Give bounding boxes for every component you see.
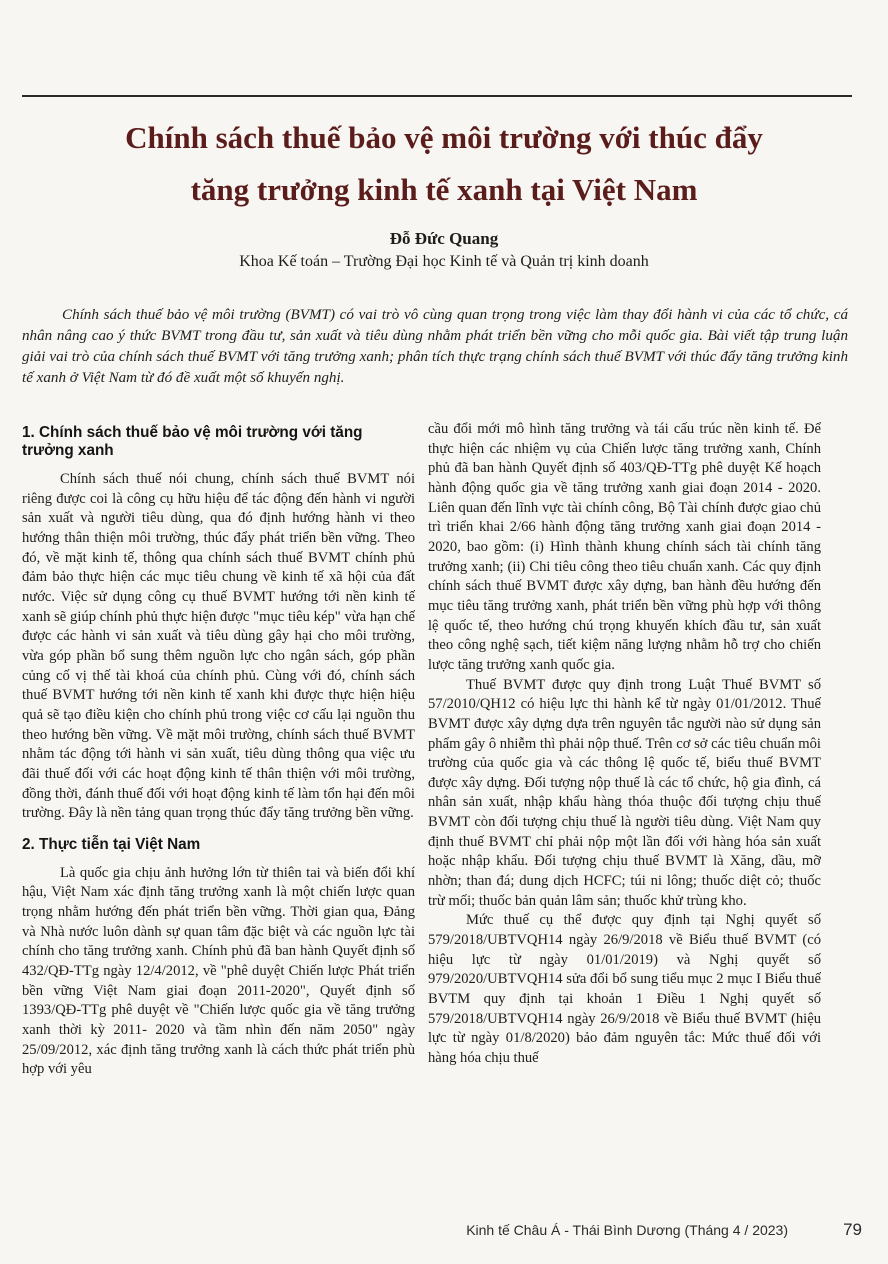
section-2-heading: 2. Thực tiễn tại Việt Nam bbox=[22, 835, 201, 853]
page-footer bbox=[466, 1220, 862, 1239]
left-column bbox=[22, 420, 415, 1210]
author-affiliation: Khoa Kế toán – Trường Đại học Kinh tế và Quản trị kinh doanh bbox=[239, 253, 649, 270]
journal-name: Kinh tế Châu Á - Thái Bình Dương (Tháng 4 / 2023) bbox=[466, 1222, 788, 1238]
article-title bbox=[20, 112, 868, 216]
page-number: 79 bbox=[843, 1220, 862, 1239]
author-name: Đỗ Đức Quang bbox=[389, 229, 499, 248]
section-1-paragraph: Chính sách thuế nói chung, chính sách thuế BVMT nói riêng được coi là công cụ hữu hiệu để tác động đến hành vi người sản xuất và người tiêu dùng, qua đó định hướng hành vi theo hướng thân thiện môi trường, thúc đẩy phát triển bền vững. Theo đó, về mặt kinh tế, thông qua chính sách thuế BVMT chính phủ đảm bảo thực hiện các mục tiêu chung về kinh tế xã hội của đất nước. Việc sử dụng công cụ thuế BVMT hướng tới nền kinh tế xanh sẽ giúp chính phủ thực hiện được "mục tiêu kép" vừa hạn chế được các hành vi sản xuất và tiêu dùng gây hại cho môi trường, vừa góp phần bổ sung thêm nguồn lực cho ngân sách, góp phần củng cố vị thế tài khoá của chính phủ. Cùng với đó, chính sách thuế BVMT hướng tới nền kinh tế xanh khi được thực hiện hiệu quả sẽ tạo điều kiện cho chính phủ trong việc cơ cấu lại nguồn thu theo hướng bền vững. Về mặt môi trường, chính sách thuế BVMT nhằm tác động tới hành vi sản xuất, tiêu dùng thông qua việc ưu đãi thuế đối với các hoạt động kinh tế thân thiện với môi trường, đồng thời, đánh thuế đối với hoạt động kinh tế làm tổn hại đến môi trường. Đây là nền tảng quan trọng thúc đẩy tăng trưởng bền vững. bbox=[22, 471, 415, 822]
header-rule bbox=[22, 95, 852, 97]
article-title-line-1: Chính sách thuế bảo vệ môi trường với thúc đẩy bbox=[125, 120, 763, 155]
right-column bbox=[428, 420, 821, 1210]
section-2-paragraph: Là quốc gia chịu ảnh hưởng lớn từ thiên tai và biến đổi khí hậu, Việt Nam xác định tăng trưởng xanh là một chiến lược quan trọng nhằm hướng đến phát triển bền vững. Thời gian qua, Đảng và Nhà nước luôn dành sự quan tâm đặc biệt và các nguồn lực tài chính cho tăng trưởng xanh. Chính phủ đã ban hành Quyết định số 432/QĐ-TTg ngày 12/4/2012, về "phê duyệt Chiến lược Phát triển bền vững Việt Nam giai đoạn 2011-2020", Quyết định số 1393/QĐ-TTg phê duyệt về "Chiến lược quốc gia về tăng trưởng xanh thời kỳ 2011- 2020 và tầm nhìn đến năm 2050" ngày 25/09/2012, xác định tăng trưởng xanh là cách thức phát triển phù hợp với yêu bbox=[22, 864, 415, 1078]
right-paragraph-3: Mức thuế cụ thể được quy định tại Nghị quyết số 579/2018/UBTVQH14 ngày 26/9/2018 về Biểu thuế BVMT (có hiệu lực từ ngày 01/01/2019) và Nghị quyết số 979/2020/UBTVQH14 sửa đổi bổ sung tiểu mục 2 mục I Biểu thuế BVTM quy định tại khoản 1 Điều 1 Nghị quyết số 579/2018/UBTVQH14 ngày 26/9/2018 về Biểu thuế BVMT (hiệu lực từ ngày 01/8/2020) bảo đảm nguyên tắc: Mức thuế đối với hàng hóa chịu thuế bbox=[428, 912, 821, 1066]
section-1-heading: 1. Chính sách thuế bảo vệ môi trường với tăng trưởng xanh bbox=[22, 424, 363, 459]
right-paragraph-2: Thuế BVMT được quy định trong Luật Thuế BVMT số 57/2010/QH12 có hiệu lực thi hành kể từ ngày 01/01/2012. Thuế BVMT được xây dựng dựa trên nguyên tắc người nào sử dụng sản phẩm gây ô nhiễm thì phải nộp thuế. Trên cơ sở các tiêu chuẩn môi trường của quốc gia và các thông lệ quốc tế, biểu thuế BVMT được xây dựng. Đối tượng nộp thuế là các tổ chức, hộ gia đình, cá nhân sản xuất, nhập khẩu hàng thóa thuộc đối tượng chịu thuế BVMT còn đối tượng chịu thuế là người tiêu dùng. Việt Nam quy định thuế BVMT chỉ phải nộp một lần đối với hàng hóa sản xuất hoặc nhập khẩu. Đối tượng chịu thuế BVMT là Xăng, dầu, mỡ nhờn; than đá; dung dịch HCFC; túi ni lông; thuốc diệt cỏ; thuốc trừ mối; thuốc bản quản lâm sản; thuốc khử trùng kho. bbox=[428, 676, 821, 909]
abstract: Chính sách thuế bảo vệ môi trường (BVMT) có vai trò vô cùng quan trọng trong việc làm thay đổi hành vi của các tổ chức, cá nhân nâng cao ý thức BVMT trong đầu tư, sản xuất và tiêu dùng nhằm phát triển bền vững cho mỗi quốc gia. Bài viết tập trung luận giải vai trò của chính sách thuế BVMT với tăng trưởng xanh; phân tích thực trạng chính sách thuế BVMT với thúc đẩy tăng trưởng kinh tế xanh ở Việt Nam từ đó đề xuất một số khuyến nghị. bbox=[22, 307, 848, 386]
article-title-line-2: tăng trưởng kinh tế xanh tại Việt Nam bbox=[190, 172, 698, 207]
right-paragraph-continued: cầu đổi mới mô hình tăng trưởng và tái cấu trúc nền kinh tế. Để thực hiện các nhiệm vụ của Chiến lược tăng trưởng xanh, Chính phủ đã ban hành Quyết định số 403/QĐ-TTg phê duyệt Kế hoạch hành động quốc gia về tăng trưởng xanh giai đoạn 2014 - 2020. Liên quan đến lĩnh vực tài chính công, Bộ Tài chính được giao chủ trì triển khai 2/66 hành động tăng trưởng xanh giai đoạn 2014 - 2020, bao gồm: (i) Hình thành khung chính sách tài chính tăng trưởng xanh; (ii) Chi tiêu công theo tiêu chuẩn xanh. Các quy định chính sách thuế BVMT được xây dựng, ban hành đều hướng đến mục tiêu tăng trưởng xanh, phát triển bền vững phù hợp với thông lệ quốc tế, theo hướng chú trọng khuyến khích đầu tư, sản xuất theo công nghệ sạch, tiết kiệm năng lượng nhằm hỗ trợ cho chiến lược tăng trưởng xanh quốc gia. bbox=[428, 421, 821, 673]
